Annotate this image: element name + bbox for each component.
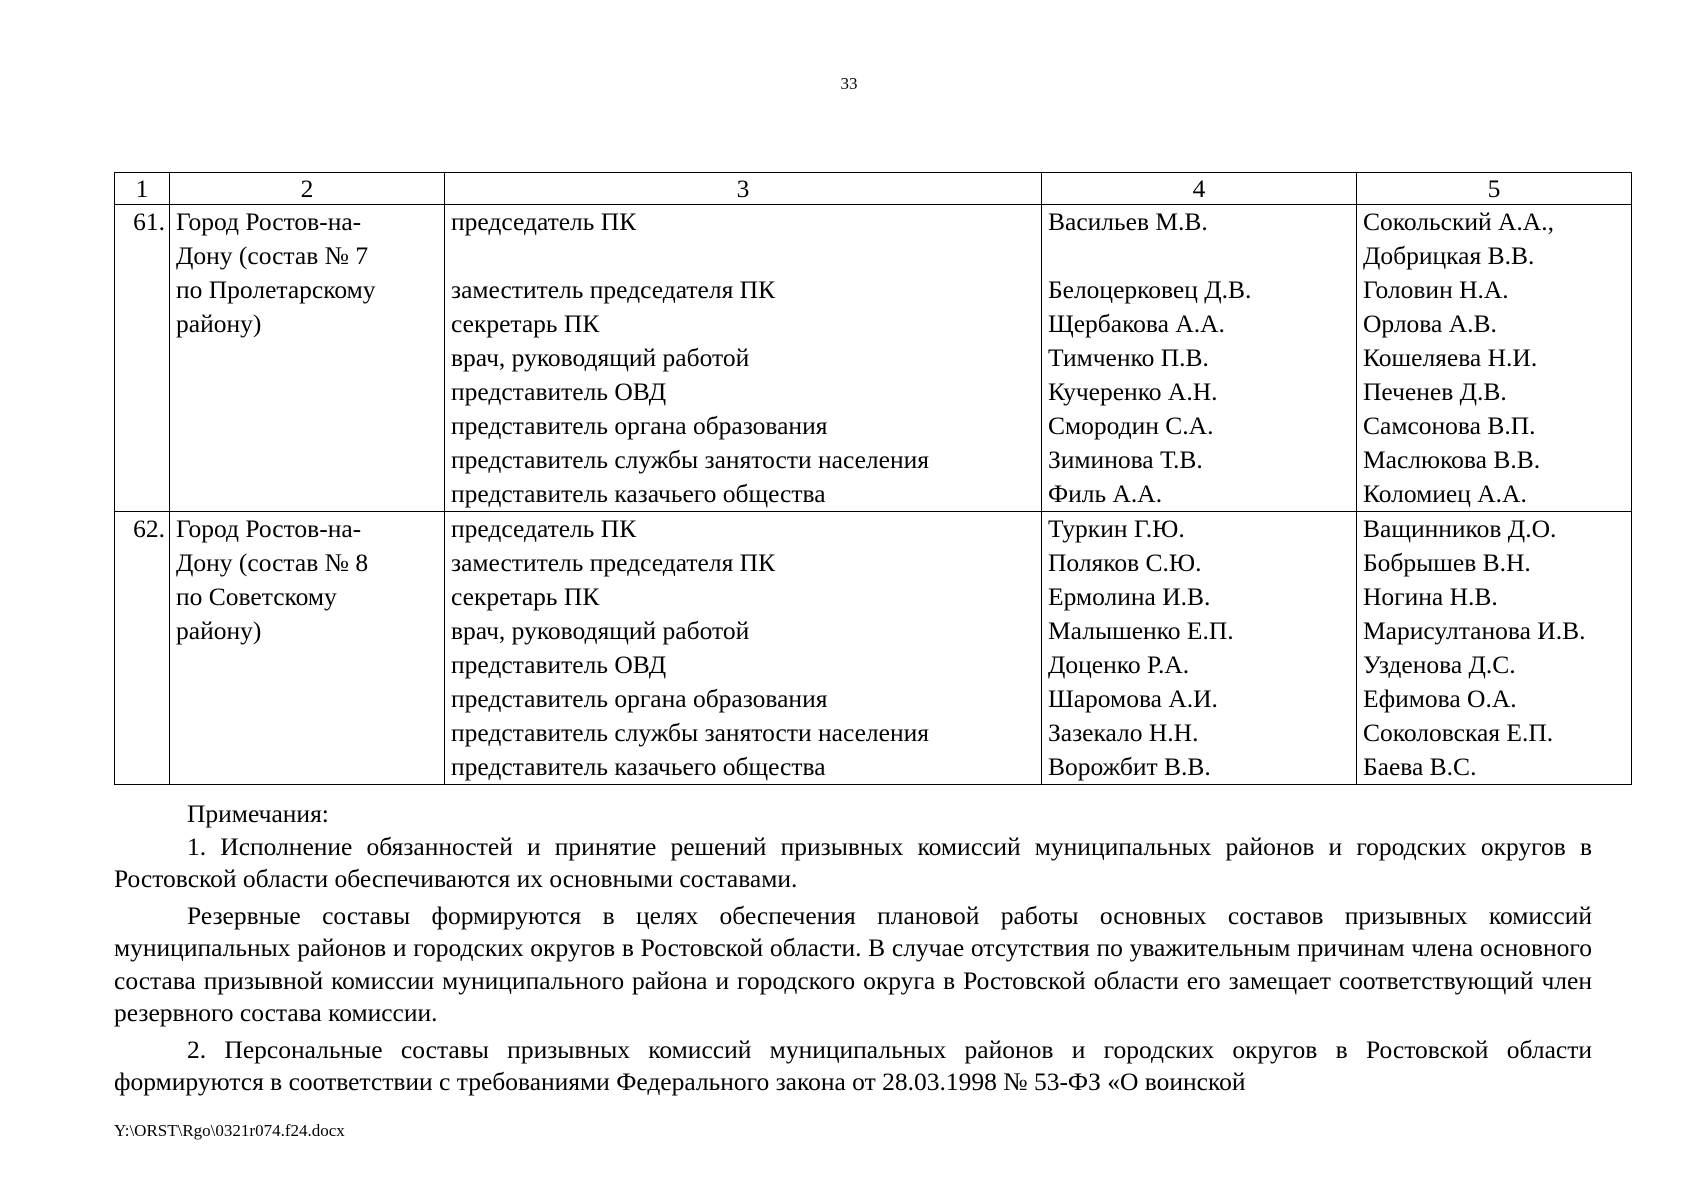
main-member-line: Филь А.А. <box>1048 479 1163 508</box>
district-cell <box>170 205 445 512</box>
table-row <box>115 512 1632 785</box>
position-line: представитель органа образования <box>451 684 828 713</box>
position-line: представитель ОВД <box>451 650 667 679</box>
reserve-member-line: Ефимова О.А. <box>1363 684 1517 713</box>
district-line: Дону (состав № 8 <box>176 548 369 577</box>
reserve-member-cell <box>1357 512 1632 785</box>
note-paragraph: 2. Персональные составы призывных комиссий муниципальных районов и городских округов в Ростовской области формируются в соответствии с требованиями Федерального закона от 28.03.1998 № 53-ФЗ «О воинской <box>114 1034 1592 1096</box>
position-line: секретарь ПК <box>451 309 600 338</box>
commission-table <box>114 172 1632 785</box>
main-member-line: Кучеренко А.Н. <box>1048 377 1218 406</box>
main-member-line: Ермолина И.В. <box>1048 582 1211 611</box>
reserve-member-line: Орлова А.В. <box>1363 309 1497 338</box>
main-member-line: Щербакова А.А. <box>1048 309 1225 338</box>
main-member-line: Туркин Г.Ю. <box>1048 514 1185 543</box>
reserve-member-cell <box>1357 205 1632 512</box>
position-line: представитель органа образования <box>451 411 828 440</box>
district-line: району) <box>176 309 262 338</box>
position-line: секретарь ПК <box>451 582 600 611</box>
district-line: Дону (состав № 7 <box>176 241 369 270</box>
column-header: 4 <box>1042 173 1357 205</box>
position-line: представитель службы занятости населения <box>451 445 929 474</box>
district-line: Город Ростов-на- <box>176 207 362 236</box>
reserve-member-line: Сокольский А.А., <box>1363 207 1554 236</box>
main-member-line: Белоцерковец Д.В. <box>1048 275 1252 304</box>
position-line: представитель казачьего общества <box>451 479 826 508</box>
reserve-member-line: Кошеляева Н.И. <box>1363 343 1538 372</box>
main-member-line: Малышенко Е.П. <box>1048 616 1234 645</box>
main-member-line <box>1048 239 1350 273</box>
reserve-member-line: Марисултанова И.В. <box>1363 616 1586 645</box>
table-header-row <box>115 173 1632 205</box>
note-paragraph: 1. Исполнение обязанностей и принятие решений призывных комиссий муниципальных районов и городских округов в Ростовской области обеспечиваются их основными составами. <box>114 831 1592 893</box>
main-member-line: Васильев М.В. <box>1048 207 1208 236</box>
reserve-member-line: Коломиец А.А. <box>1363 479 1527 508</box>
file-path-footer: Y:\ORST\Rgo\0321r074.f24.docx <box>114 1121 345 1140</box>
notes-heading: Примечания: <box>187 799 329 828</box>
table-row <box>115 205 1632 512</box>
reserve-member-line: Соколовская Е.П. <box>1363 718 1554 747</box>
main-member-line: Зиминова Т.В. <box>1048 445 1203 474</box>
main-member-line: Тимченко П.В. <box>1048 343 1209 372</box>
reserve-member-line: Головин Н.А. <box>1363 275 1509 304</box>
main-member-line: Ворожбит В.В. <box>1048 752 1211 781</box>
position-line: представитель ОВД <box>451 377 667 406</box>
position-line: председатель ПК <box>451 514 637 543</box>
column-header: 5 <box>1357 173 1632 205</box>
district-line: Город Ростов-на- <box>176 514 362 543</box>
position-line: заместитель председателя ПК <box>451 275 776 304</box>
reserve-member-line: Маслюкова В.В. <box>1363 445 1541 474</box>
column-header: 3 <box>445 173 1042 205</box>
position-line: заместитель председателя ПК <box>451 548 776 577</box>
main-member-line: Доценко Р.А. <box>1048 650 1190 679</box>
position-cell <box>445 512 1042 785</box>
reserve-member-line: Бобрышев В.Н. <box>1363 548 1531 577</box>
reserve-member-line: Ногина Н.В. <box>1363 582 1498 611</box>
district-line: району) <box>176 616 262 645</box>
main-member-line: Поляков С.Ю. <box>1048 548 1202 577</box>
reserve-member-line: Добрицкая В.В. <box>1363 241 1535 270</box>
reserve-member-line: Печенев Д.В. <box>1363 377 1507 406</box>
position-cell <box>445 205 1042 512</box>
district-line: по Пролетарскому <box>176 275 376 304</box>
column-header: 1 <box>115 173 170 205</box>
main-member-line: Шаромова А.И. <box>1048 684 1218 713</box>
page-number: 33 <box>840 74 858 93</box>
district-cell <box>170 512 445 785</box>
position-line: представитель службы занятости населения <box>451 718 929 747</box>
position-line <box>451 239 1035 273</box>
main-member-line: Смородин С.А. <box>1048 411 1214 440</box>
position-line: врач, руководящий работой <box>451 616 750 645</box>
position-line: представитель казачьего общества <box>451 752 826 781</box>
row-number-cell: 62. <box>115 512 170 785</box>
position-line: врач, руководящий работой <box>451 343 750 372</box>
main-member-line: Зазекало Н.Н. <box>1048 718 1199 747</box>
main-member-cell <box>1042 512 1357 785</box>
reserve-member-line: Ващинников Д.О. <box>1363 514 1557 543</box>
reserve-member-line: Самсонова В.П. <box>1363 411 1536 440</box>
main-member-cell <box>1042 205 1357 512</box>
note-paragraph: Резервные составы формируются в целях обеспечения плановой работы основных составов призывных комиссий муниципальных районов и городских округов в Ростовской области. В случае отсутствия по уважительным причинам члена основного состава призывной комиссии муниципального района и городского округа в Ростовской области его замещает соответствующий член резервного состава комиссии. <box>114 900 1592 1027</box>
row-number-cell: 61. <box>115 205 170 512</box>
column-header: 2 <box>170 173 445 205</box>
notes-section <box>114 798 1592 1099</box>
district-line: по Советскому <box>176 582 337 611</box>
reserve-member-line: Узденова Д.С. <box>1363 650 1516 679</box>
reserve-member-line: Баева В.С. <box>1363 752 1477 781</box>
position-line: председатель ПК <box>451 207 637 236</box>
